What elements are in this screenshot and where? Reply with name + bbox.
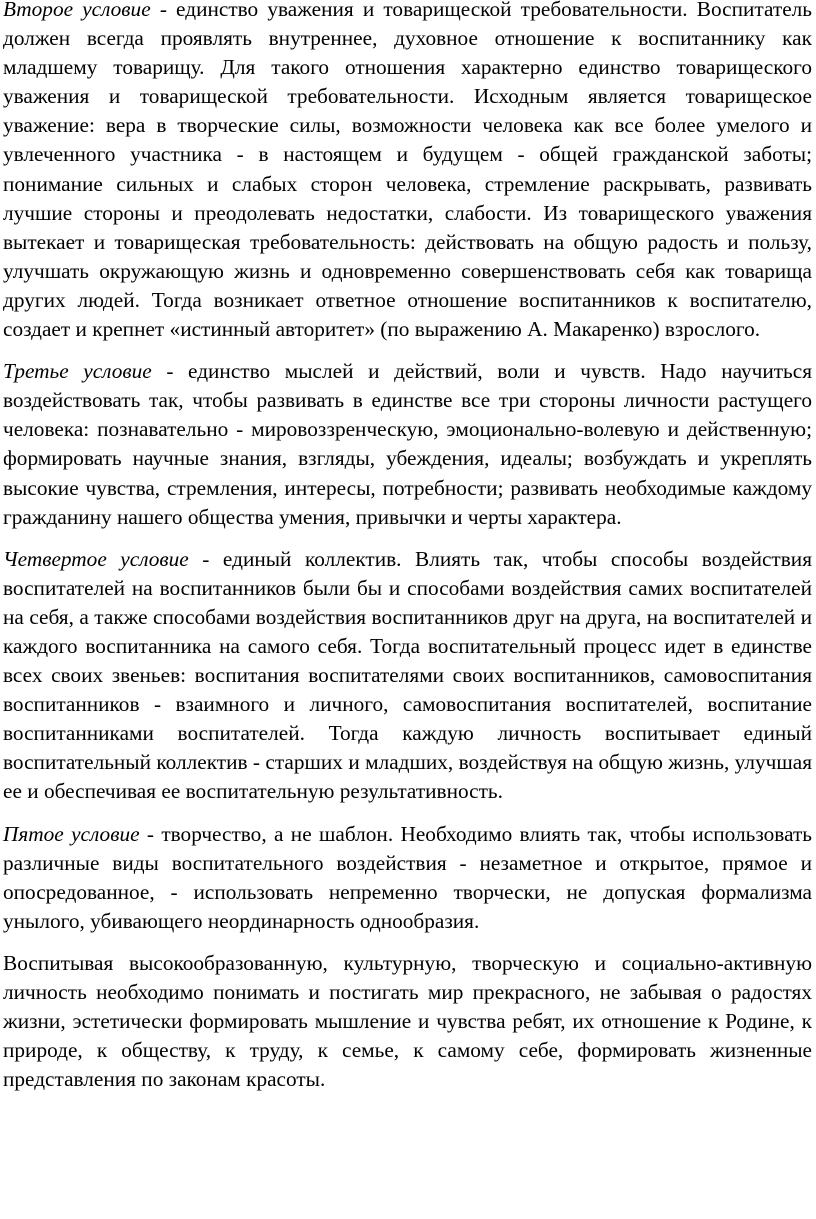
paragraph-third-condition xyxy=(3,357,812,532)
paragraph-text: - единый коллектив. Влиять так, чтобы способы воздействия воспитателей на воспитанников были бы и способами воздействия самих воспитателей на себя, а также способами воздействия воспитанников друг на друга, на воспитателей и каждого воспитанника на самого себя. Тогда воспитательный процесс идет в единстве всех своих звеньев: воспитания воспитателями своих воспитанников, самовоспитания воспитанников - взаимного и личного, самовоспитания воспитателей, воспитание воспитанниками воспитателей. Тогда каждую личность воспитывает единый воспитательный коллектив - старших и младших, воздействуя на общую жизнь, улучшая ее и обеспечивая ее воспитательную результативность. xyxy=(3,546,812,804)
paragraph-text: - единство уважения и товарищеской требовательности. Воспитатель должен всегда проявлять внутреннее, духовное отношение к воспитаннику как младшему товарищу. Для такого отношения характерно единство товарищеского уважения и товарищеской требовательности. Исходным является товарищеское уважение: вера в творческие силы, возможности человека как все более умелого и увлеченного участника - в настоящем и будущем - общей гражданской заботы; понимание сильных и слабых сторон человека, стремление раскрывать, развивать лучшие стороны и преодолевать недостатки, слабости. Из товарищеского уважения вытекает и товарищеская требовательность: действовать на общую радость и пользу, улучшать окружающую жизнь и одновременно совершенствовать себя как товарища других людей. Тогда возникает ответное отношение воспитанников к воспитателю, создает и крепнет «истинный авторитет» (по выражению А. Макаренко) взрослого. xyxy=(3,0,812,342)
paragraph-second-condition xyxy=(3,0,812,344)
paragraph-lead: Четвертое условие xyxy=(3,546,189,571)
paragraph-text: - единство мыслей и действий, воли и чувств. Надо научиться воздействовать так, чтобы развивать в единстве все три стороны личности растущего человека: познавательно - мировоззренческую, эмоционально-волевую и действенную; формировать научные знания, взгляды, убеждения, идеалы; возбуждать и укреплять высокие чувства, стремления, интересы, потребности; развивать необходимые каждому гражданину нашего общества умения, привычки и черты характера. xyxy=(3,359,812,529)
paragraph-conclusion xyxy=(3,949,812,1094)
paragraph-fifth-condition xyxy=(3,820,812,936)
paragraph-lead: Пятое условие xyxy=(3,821,140,846)
paragraph-lead: Второе условие xyxy=(3,0,151,21)
paragraph-fourth-condition xyxy=(3,545,812,807)
paragraph-text: Воспитывая высокообразованную, культурную, творческую и социально-активную личность необходимо понимать и постигать мир прекрасного, не забывая о радостях жизни, эстетически формировать мышление и чувства ребят, их отношение к Родине, к природе, к обществу, к труду, к семье, к самому себе, формировать жизненные представления по законам красоты. xyxy=(3,950,812,1092)
paragraph-text: - творчество, а не шаблон. Необходимо влиять так, чтобы использовать различные виды воспитательного воздействия - незаметное и открытое, прямое и опосредованное, - использовать непременно творчески, не допуская формализма унылого, убивающего неординарность однообразия. xyxy=(3,821,813,933)
paragraph-lead: Третье условие xyxy=(3,359,152,384)
